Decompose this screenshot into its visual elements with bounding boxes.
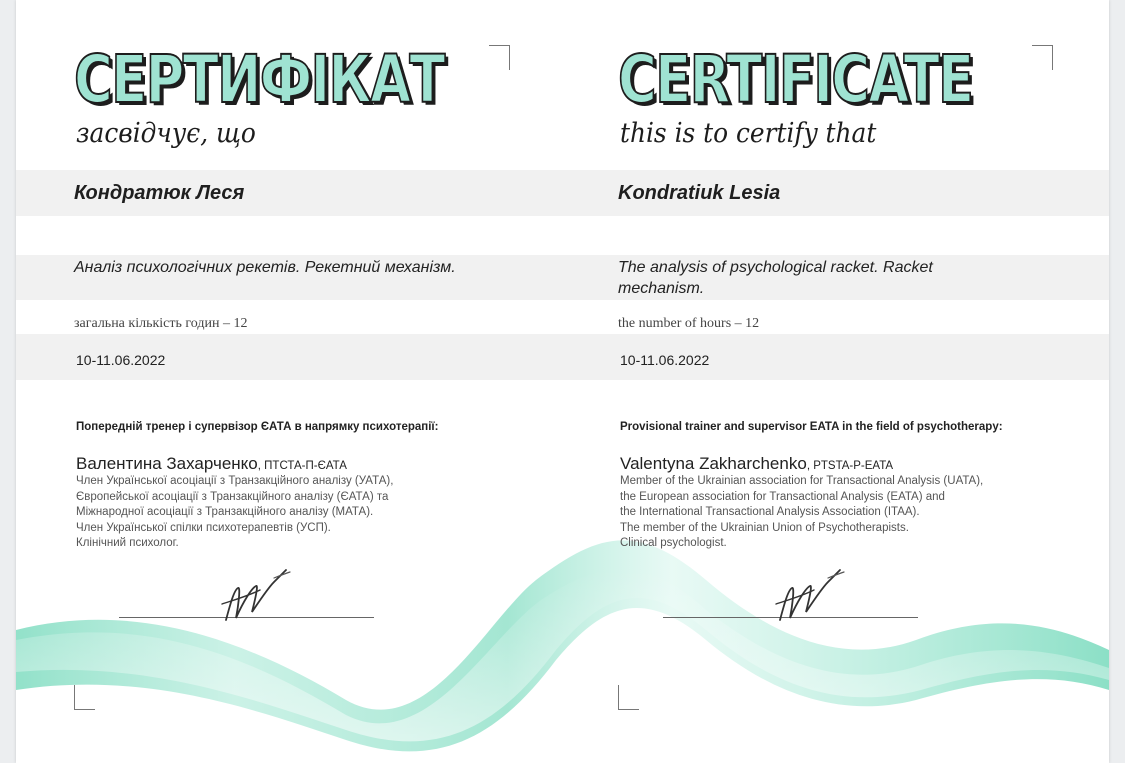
course-title: The analysis of psychological racket. Racket mechanism. [618, 259, 933, 297]
certificate-subtitle: засвідчує, що [76, 118, 256, 149]
bio-line: Європейської асоціації з Транзакційного аналізу (ЄАТА) та [76, 490, 389, 503]
certificate-page [16, 0, 1109, 763]
hours-count: the number of hours – 12 [618, 316, 760, 331]
ukrainian-column [74, 0, 544, 763]
certificate-subtitle: this is to certify that [620, 118, 877, 149]
recipient-name: Kondratiuk Lesia [618, 182, 781, 204]
bio-line: the European association for Transactional Analysis (EATA) and [620, 490, 945, 503]
bio-line: Член Української асоціації з Транзакційного аналізу (УАТА), [76, 475, 394, 487]
bio-line: Міжнародної асоціації з Транзакційного аналізу (МАТА). [76, 506, 374, 518]
english-column [618, 0, 1088, 763]
trainer-name [620, 454, 893, 474]
bio-line: The member of the Ukrainian Union of Psychotherapists. [620, 521, 909, 534]
bio-line: Clinical psychologist. [620, 537, 727, 549]
bio-line: Клінічний психолог. [76, 537, 179, 549]
signature-image [758, 560, 848, 630]
trainer-name [76, 454, 347, 474]
trainer-bio [620, 474, 1090, 552]
course-title: Аналіз психологічних рекетів. Рекетний механізм. [74, 259, 456, 276]
course-date: 10-11.06.2022 [76, 352, 166, 368]
bio-line: the International Transactional Analysis Association (ITAA). [620, 506, 920, 518]
trainer-heading: Попередній тренер і супервізор ЄАТА в напрямку психотерапії: [76, 421, 439, 433]
hours-count: загальна кількість годин – 12 [74, 316, 248, 331]
certificate-title: СЕРТИФІКАТ [74, 41, 444, 118]
bio-line: Член Української спілки психотерапевтів (УСП). [76, 521, 331, 534]
signature-image [204, 560, 294, 630]
trainer-credential: , PTSTA-P-EATA [806, 460, 894, 472]
trainer-bio [76, 474, 546, 552]
course-date: 10-11.06.2022 [620, 352, 710, 368]
certificate-title: CERTIFICATE [618, 41, 973, 118]
trainer-credential: , ПТСТА-П-ЄАТА [257, 460, 347, 472]
recipient-name: Кондратюк Леся [74, 182, 245, 204]
trainer-name-text: Valentyna Zakharchenko [620, 454, 807, 473]
trainer-heading: Provisional trainer and supervisor EATA in the field of psychotherapy: [620, 421, 1003, 433]
bio-line: Member of the Ukrainian association for Transactional Analysis (UATA), [620, 475, 984, 487]
trainer-name-text: Валентина Захарченко [76, 454, 258, 473]
